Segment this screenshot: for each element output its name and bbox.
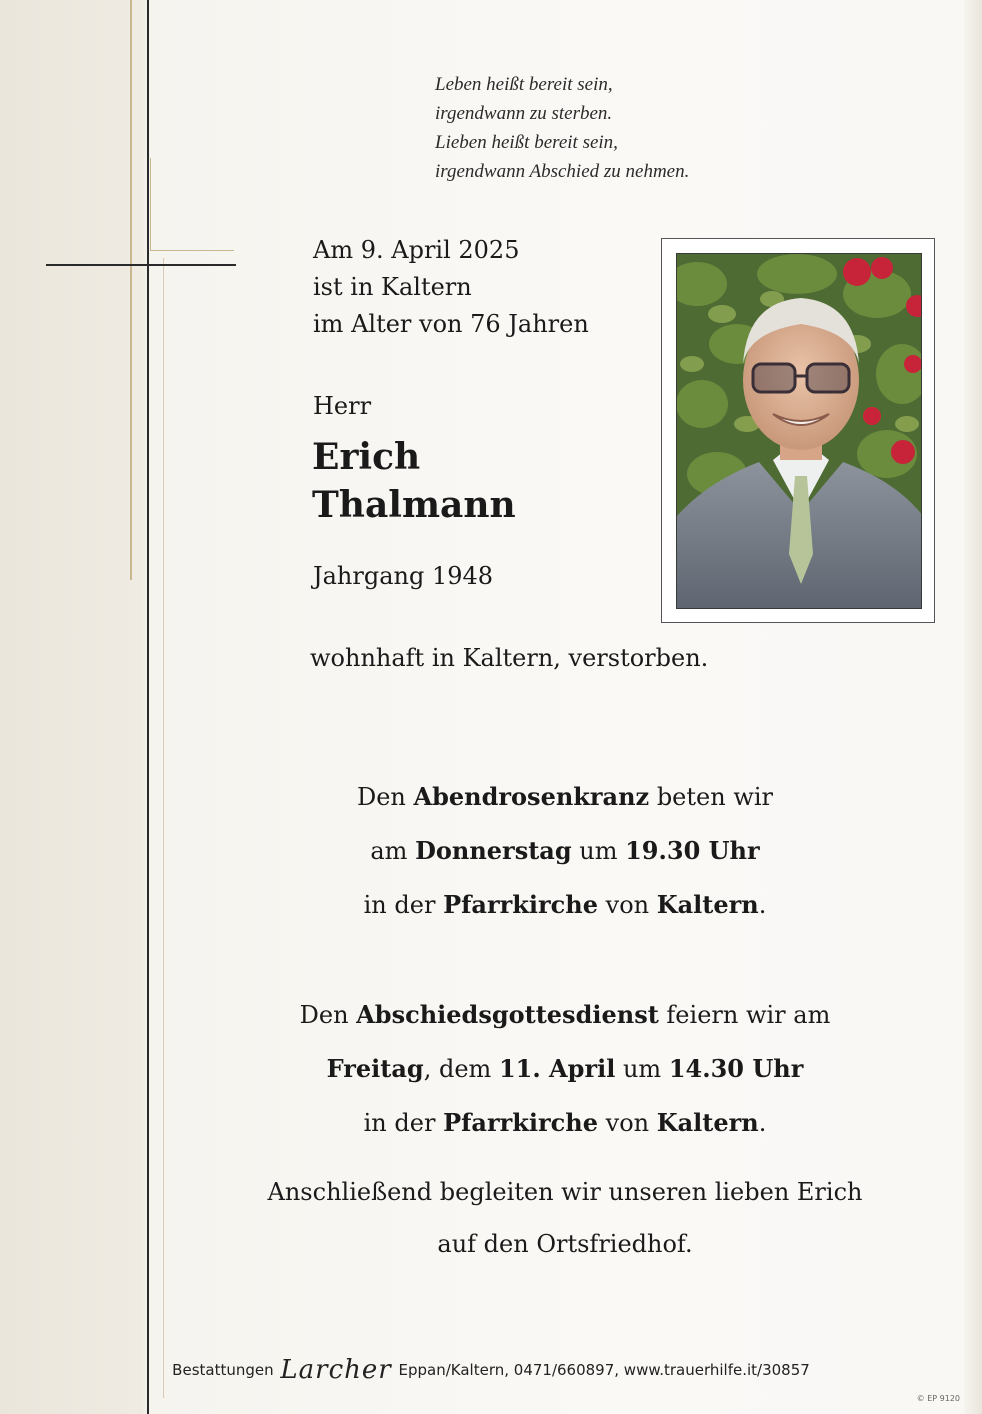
last-name: Thalmann [312,484,516,526]
cross-dark-vertical [147,0,149,1414]
weekday: Freitag [326,1054,424,1083]
burial-line-1: Anschließend begleiten wir unseren lieben Erich [267,1178,863,1206]
text: in der [363,1109,444,1137]
funeral-announcement [180,988,950,1150]
portrait-frame [661,238,935,623]
residence-text: wohnhaft in Kaltern, verstorben. [310,644,709,672]
quote-line: irgendwann Abschied zu nehmen. [435,161,690,182]
weekday: Donnerstag [415,836,572,865]
age-at-death: im Alter von 76 Jahren [313,310,589,338]
deceased-name [312,433,516,529]
burial-announcement [180,1166,950,1270]
church: Pfarrkirche [443,1108,598,1137]
text: am [370,837,416,865]
text: Den [299,1001,357,1029]
text: beten wir [649,783,774,811]
date: 11. April [498,1054,616,1083]
funeral-home-logo: Larcher [280,1355,392,1385]
quote-line: Leben heißt bereit sein, [435,74,613,95]
rosary-line-1 [180,770,950,824]
memorial-quote [435,70,835,186]
quote-line: irgendwann zu sterben. [435,103,613,124]
text: von [598,1109,657,1137]
text: , dem [423,1055,499,1083]
funeral-home-footer [0,1355,982,1385]
text: um [571,837,626,865]
cross-dark-horizontal [46,264,236,266]
death-intro [313,232,589,343]
footer-contact: Eppan/Kaltern, 0471/660897, www.trauerhilfe.it/30857 [398,1361,810,1379]
event-name: Abendrosenkranz [413,782,650,811]
event-name: Abschiedsgottesdienst [356,1000,659,1029]
funeral-line-3 [180,1096,950,1150]
cross-gold-vertical [130,0,132,580]
cross-gold-vertical-upper [150,158,151,250]
print-code: © EP 9120 [916,1394,960,1403]
funeral-line-1 [180,988,950,1042]
footer-prefix: Bestattungen [172,1361,274,1379]
text: von [598,891,657,919]
text: um [615,1055,669,1083]
text: Den [356,783,414,811]
rosary-announcement [180,770,950,932]
death-date: Am 9. April 2025 [313,236,520,264]
cross-gold-horizontal [150,250,234,251]
text: . [758,1109,767,1137]
text: . [758,891,767,919]
quote-line: Lieben heißt bereit sein, [435,132,618,153]
first-name: Erich [312,436,421,478]
town: Kaltern [656,890,759,919]
time: 14.30 Uhr [668,1054,804,1083]
text: in der [363,891,444,919]
time: 19.30 Uhr [625,836,760,865]
town: Kaltern [656,1108,759,1137]
text: feiern wir am [658,1001,831,1029]
church: Pfarrkirche [443,890,598,919]
rosary-line-3 [180,878,950,932]
burial-line-2: auf den Ortsfriedhof. [437,1230,693,1258]
salutation: Herr [313,392,372,420]
birth-year: Jahrgang 1948 [313,562,494,590]
rosary-line-2 [180,824,950,878]
portrait-photo [676,253,922,609]
cross-gold-vertical-lower [163,258,164,1398]
funeral-line-2 [180,1042,950,1096]
page-edge-shadow [964,0,982,1414]
death-place: ist in Kaltern [313,273,472,301]
